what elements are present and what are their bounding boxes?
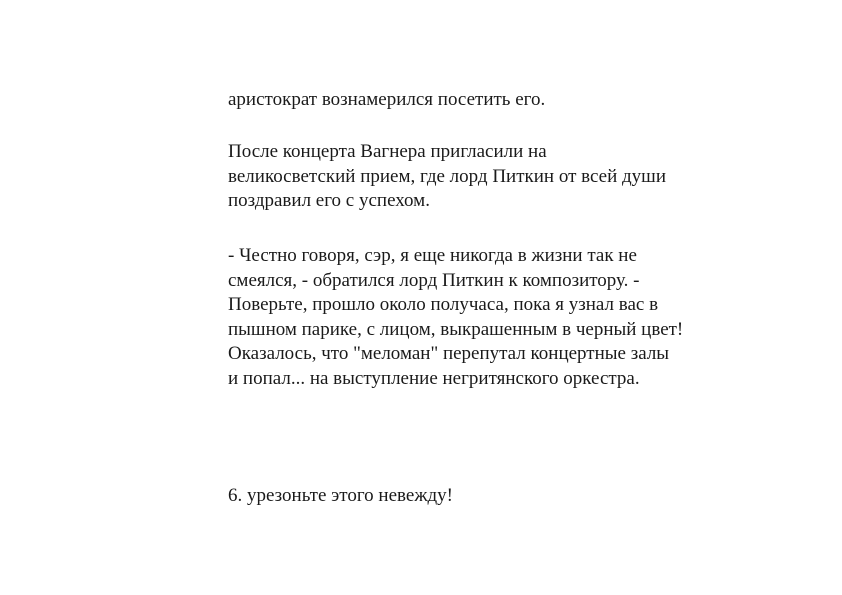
text-line: пышном парике, с лицом, выкрашенным в черный цвет! <box>228 318 684 340</box>
paragraph-reception <box>228 140 808 214</box>
text-line: и попал... на выступление негритянского оркестра. <box>228 367 640 389</box>
text-line: Поверьте, прошло около получаса, пока я узнал вас в <box>228 294 659 315</box>
text-line: аристократ вознамерился посетить его. <box>228 89 546 110</box>
paragraph-dialogue <box>228 244 808 391</box>
section-heading: 6. урезоньте этого невежду! <box>228 485 453 506</box>
text-line: великосветский прием, где лорд Питкин от всей души <box>228 165 666 187</box>
text-line: - Честно говоря, сэр, я еще никогда в жизни так не <box>228 245 637 266</box>
text-line: После концерта Вагнера пригласили на <box>228 141 547 162</box>
text-line: поздравил его с успехом. <box>228 190 430 211</box>
paragraph-section-heading <box>228 484 808 509</box>
text-line: Оказалось, что "меломан" перепутал концертные залы <box>228 343 670 364</box>
text-line: смеялся, - обратился лорд Питкин к композитору. - <box>228 269 640 291</box>
paragraph-intro-ending <box>228 88 808 113</box>
